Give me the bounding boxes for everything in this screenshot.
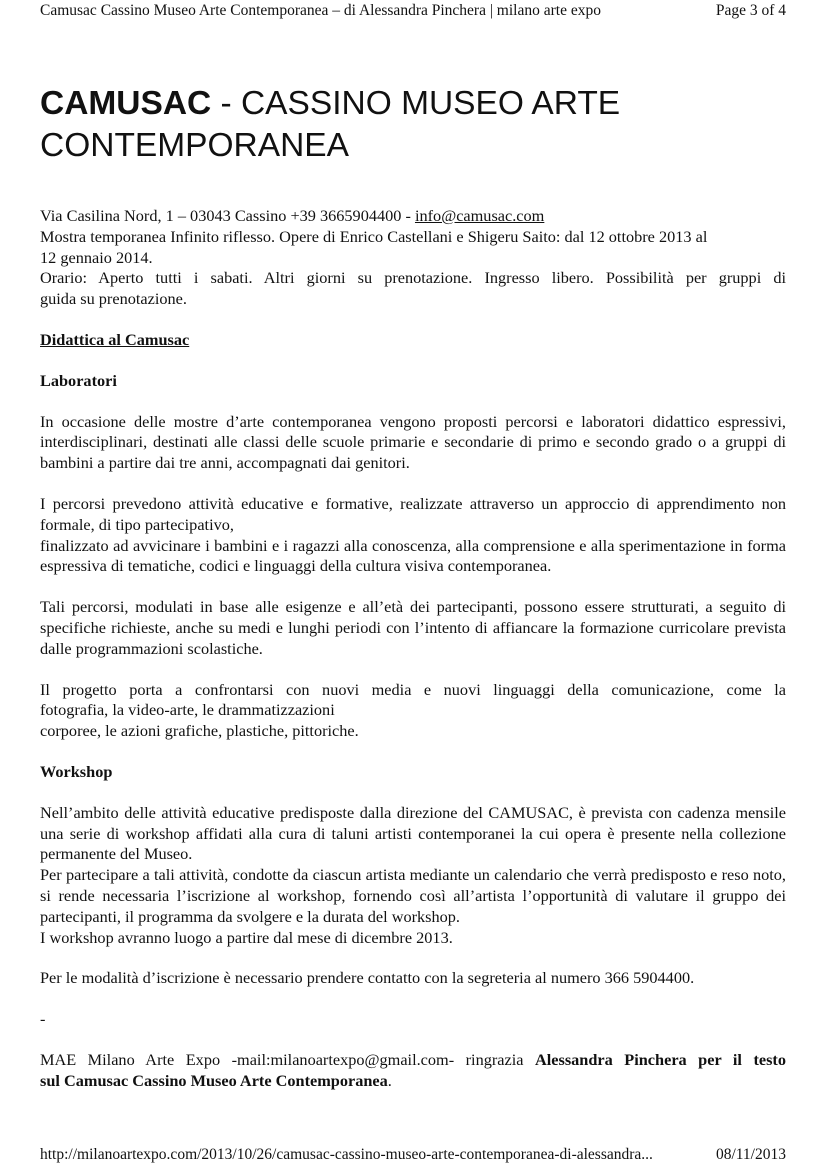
- article-body: [40, 206, 786, 1092]
- workshop-paragraph-1: Nell’ambito delle attività educative predisposte dalla direzione del CAMUSAC, è prevista con cadenza mensile una serie di workshop affidati alla cura di taluni artisti contemporanei la cui opera è presente nella collezione permanente del Museo.: [40, 802, 786, 864]
- didattica-heading-link[interactable]: Didattica al Camusac: [40, 329, 190, 349]
- workshop-paragraph-3: I workshop avranno luogo a partire dal mese di dicembre 2013.: [40, 927, 453, 947]
- title-rest-line2: CONTEMPORANEA: [40, 127, 349, 164]
- info-exhibit: [40, 227, 786, 269]
- credits-bold-1: Alessandra Pinchera per il testo: [534, 1049, 786, 1069]
- title-rest-line1: - CASSINO MUSEO ARTE: [211, 85, 621, 122]
- title-bold: CAMUSAC: [40, 85, 212, 122]
- address-text: Via Casilina Nord, 1 – 03043 Cassino +39 3665904400 -: [40, 206, 415, 225]
- laboratori-paragraph-1: In occasione delle mostre d’arte contemporanea vengono proposti percorsi e laboratori didattico espressivi, interdisciplinari, destinati alle classi delle scuole primarie e secondarie di primo e secondo grado o a gruppi di bambini a partire dai tre anni, accompagnati dai genitori.: [40, 411, 786, 473]
- info-address: [40, 206, 786, 227]
- workshop-paragraph-4: Per le modalità d’iscrizione è necessario prendere contatto con la segreteria al numero 366 5904400.: [40, 968, 695, 988]
- laboratori-paragraph-3: Tali percorsi, modulati in base alle esigenze e all’età dei partecipanti, possono essere strutturati, a seguito di specifiche richieste, anche su medi e lunghi periodi con l’intento di affiancare la formazione curricolare prevista dalle programmazioni scolastiche.: [40, 597, 786, 658]
- laboratori-paragraph-2a: I percorsi prevedono attività educative e formative, realizzate attraverso un approccio di apprendimento non formale, di tipo partecipativo,: [40, 493, 786, 534]
- exhibit-line2: 12 gennaio 2014.: [40, 247, 153, 267]
- workshop-paragraph-2: Per partecipare a tali attività, condotte da ciascun artista mediante un calendario che verrà predisposto e reso noto, si rende necessaria l’iscrizione al workshop, fornendo così all’artista l’opportunità di valutare il gruppo dei partecipanti, il programma da svolgere e la durata del workshop.: [40, 865, 786, 926]
- exhibit-line1: Mostra temporanea Infinito riflesso. Opere di Enrico Castellani e Shigeru Saito: dal 12 ottobre 2013 al: [40, 226, 708, 246]
- separator-dash: -: [40, 1009, 46, 1029]
- info-hours-line2: guida su prenotazione.: [40, 289, 187, 309]
- laboratori-heading: Laboratori: [40, 370, 117, 390]
- credits-plain: MAE Milano Arte Expo -mail:milanoartexpo@gmail.com- ringrazia: [40, 1049, 535, 1069]
- footer-url: http://milanoartexpo.com/2013/10/26/camusac-cassino-museo-arte-contemporanea-di-alessandra...: [40, 1146, 653, 1163]
- credits-line-2: [40, 1071, 786, 1092]
- credits-line-1: [40, 1050, 786, 1071]
- laboratori-paragraph-4c: corporee, le azioni grafiche, plastiche, pittoriche.: [40, 721, 359, 741]
- header-page-number: Page 3 of 4: [715, 2, 786, 19]
- email-link[interactable]: info@camusac.com: [414, 206, 545, 225]
- laboratori-paragraph-4b: fotografia, la video-arte, le drammatizzazioni: [40, 700, 335, 720]
- header-doc-title: Camusac Cassino Museo Arte Contemporanea – di Alessandra Pinchera | milano arte expo: [40, 2, 601, 19]
- info-hours-line1: Orario: Aperto tutti i sabati. Altri giorni su prenotazione. Ingresso libero. Possibilità per gruppi di: [40, 268, 786, 288]
- page-title: [40, 83, 760, 167]
- credits-bold-2: sul Camusac Cassino Museo Arte Contemporanea: [40, 1070, 388, 1090]
- laboratori-paragraph-4a: Il progetto porta a confrontarsi con nuovi media e nuovi linguaggi della comunicazione, come la: [40, 679, 786, 699]
- workshop-heading: Workshop: [40, 761, 113, 781]
- laboratori-paragraph-2b: finalizzato ad avvicinare i bambini e i ragazzi alla conoscenza, alla comprensione e alla sperimentazione in forma espressiva di tematiche, codici e linguaggi della cultura visiva contemporanea.: [40, 535, 786, 576]
- footer-date: 08/11/2013: [715, 1146, 786, 1163]
- credits-end: .: [387, 1070, 392, 1090]
